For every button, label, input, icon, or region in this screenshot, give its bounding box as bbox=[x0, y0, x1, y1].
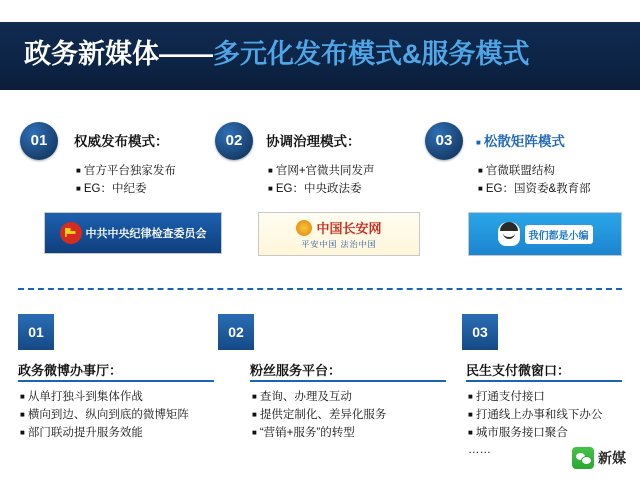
bullet-item: ■ EG：中央政法委 bbox=[268, 180, 375, 198]
badge-top-02: 02 bbox=[215, 122, 253, 160]
bullet-item: ■ 官微联盟结构 bbox=[478, 162, 591, 180]
heading-top-03 bbox=[476, 130, 565, 150]
logo-weeditor-content bbox=[469, 213, 621, 255]
section-divider bbox=[18, 288, 622, 290]
bullet-item: ■ 从单打独斗到集体作战 bbox=[20, 388, 189, 406]
heading-bottom-02: 粉丝服务平台： bbox=[250, 363, 342, 378]
logo-changannet-sub: 平安中国 法治中国 bbox=[301, 240, 377, 249]
page-title bbox=[24, 32, 530, 71]
sun-mark-icon bbox=[296, 220, 312, 236]
bullet-item: ■ 查询、办理及互动 bbox=[252, 388, 386, 406]
heading-top-02: 协调治理模式： bbox=[266, 134, 361, 149]
logo-changannet bbox=[258, 212, 420, 256]
rule-bottom-02 bbox=[250, 380, 446, 382]
bullet-item: ■ EG：中纪委 bbox=[76, 180, 176, 198]
heading-bottom-03: 民生支付微窗口： bbox=[466, 363, 571, 378]
bullet-item: ■ 部门联动提升服务效能 bbox=[20, 424, 189, 442]
bullet-item: ■ “营销+服务”的转型 bbox=[252, 424, 386, 442]
wechat-icon bbox=[572, 447, 594, 469]
heading-bottom-01: 政务微博办事厅： bbox=[18, 363, 123, 378]
bullet-item: ■ 提供定制化、差异化服务 bbox=[252, 406, 386, 424]
logo-changannet-label: 中国长安网 bbox=[316, 221, 382, 236]
bullet-item: ■ 横向到边、纵向到底的微博矩阵 bbox=[20, 406, 189, 424]
badge-top-01: 01 bbox=[20, 122, 58, 160]
heading-top-01: 权威发布模式： bbox=[74, 134, 169, 149]
bullet-item: ■ EG：国资委&教育部 bbox=[478, 180, 591, 198]
watermark bbox=[572, 446, 626, 470]
watermark-label: 新媒 bbox=[598, 450, 626, 466]
badge-bottom-03: 03 bbox=[462, 314, 498, 350]
logo-ccdi-label: 中共中央纪律检查委员会 bbox=[85, 228, 207, 240]
logo-changannet-content bbox=[259, 213, 419, 255]
bullets-bottom-02 bbox=[252, 388, 386, 442]
bullet-item: ■ 城市服务接口聚合 bbox=[468, 424, 602, 442]
logo-changannet-title bbox=[296, 218, 381, 237]
logo-weeditor bbox=[468, 212, 622, 256]
logo-ccdi-content bbox=[45, 213, 221, 253]
bullet-item: ■ 打通支付接口 bbox=[468, 388, 602, 406]
party-emblem-icon bbox=[60, 222, 82, 244]
bullets-top-02 bbox=[268, 162, 375, 198]
bullets-top-01 bbox=[76, 162, 176, 198]
bullet-item: ■ 官网+官微共同发声 bbox=[268, 162, 375, 180]
rule-bottom-03 bbox=[466, 380, 622, 382]
logo-ccdi bbox=[44, 212, 222, 254]
editor-avatar-icon bbox=[498, 222, 520, 246]
bullet-item: ■ 官方平台独家发布 bbox=[76, 162, 176, 180]
badge-top-03: 03 bbox=[425, 122, 463, 160]
page-title-accent: 多元化发布模式&服务模式 bbox=[213, 39, 530, 69]
logo-weeditor-label: 我们都是小编 bbox=[525, 225, 593, 244]
badge-bottom-02: 02 bbox=[218, 314, 254, 350]
bullet-item: …… bbox=[468, 444, 491, 456]
bullets-bottom-01 bbox=[20, 388, 189, 442]
page-title-main: 政务新媒体—— bbox=[24, 39, 213, 69]
bullets-top-03 bbox=[478, 162, 591, 198]
rule-bottom-01 bbox=[18, 380, 214, 382]
heading-top-03-label: ■ 松散矩阵模式 bbox=[476, 134, 565, 149]
badge-bottom-01: 01 bbox=[18, 314, 54, 350]
bullet-item: ■ 打通线上办事和线下办公 bbox=[468, 406, 602, 424]
